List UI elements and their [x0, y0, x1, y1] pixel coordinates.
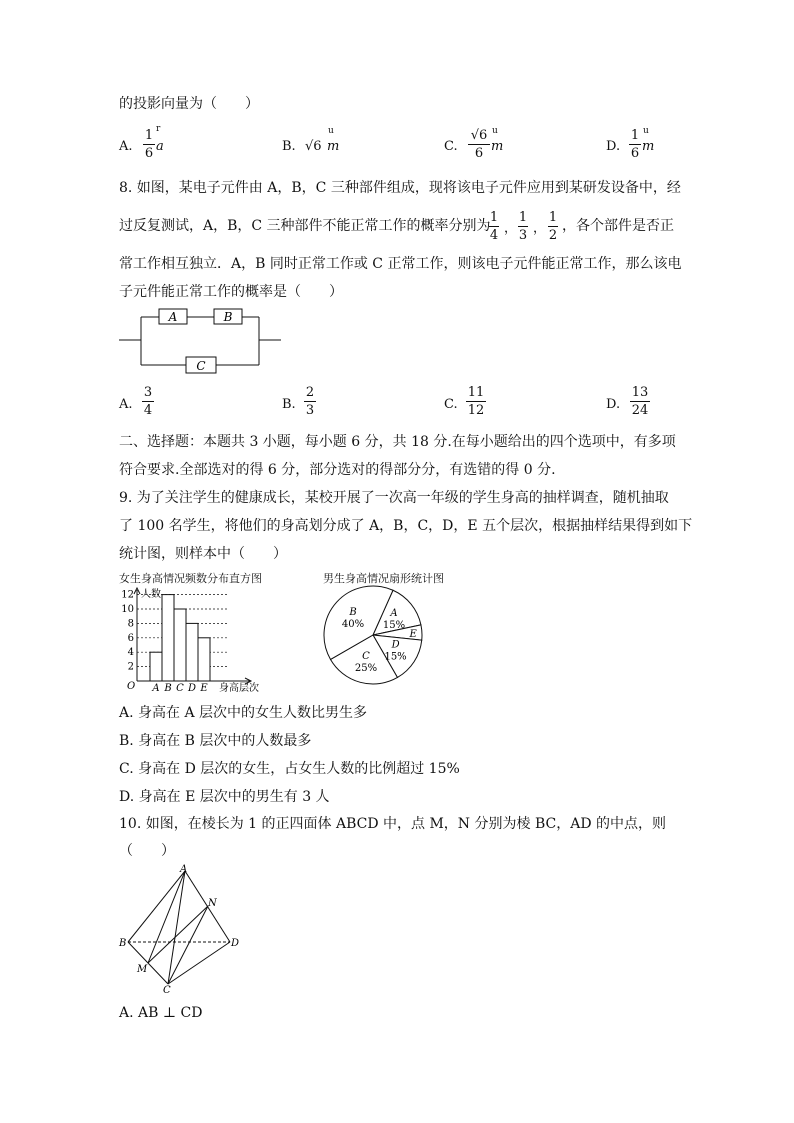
pie-percent: 25%: [354, 663, 378, 675]
q8-option-a-letter: A.: [119, 397, 133, 412]
y-tick-label: 12: [121, 589, 134, 601]
q9-line-1: 9. 为了关注学生的健康成长，某校开展了一次高一年级的学生身高的抽样调查，随机抽取: [119, 490, 669, 506]
q7-option-d-frac: 1 6: [630, 128, 640, 161]
q8-sep-1: ，: [504, 221, 518, 236]
section2-line-2: 符合要求.全部选对的得 6 分，部分选对的得部分分，有选错的得 0 分.: [119, 462, 556, 478]
circuit-label-c: C: [196, 359, 206, 373]
q7-option-b-letter: B.: [282, 139, 296, 154]
y-tick-label: 10: [121, 604, 134, 615]
q8-prob-b: 1 3: [518, 210, 528, 243]
point-label-n: N: [208, 898, 217, 909]
q9-option-b: B. 身高在 B 层次中的人数最多: [119, 733, 312, 749]
q8-option-b-letter: B.: [282, 397, 296, 412]
q8-line-2-pre: 过反复测试，A，B，C 三种部件不能正常工作的概率分别为: [119, 218, 491, 234]
histogram-xlabel: 身高层次: [219, 683, 259, 693]
q10-option-a: A. AB ⊥ CD: [119, 1005, 203, 1021]
q9-option-d: D. 身高在 E 层次中的男生有 3 人: [119, 789, 330, 805]
q8-line-2-post: ，各个部件是否正: [562, 218, 674, 234]
pie-percent: 40%: [341, 618, 365, 630]
pie-title: 男生身高情况扇形统计图: [323, 572, 444, 585]
circuit-label-b: B: [223, 310, 233, 324]
q8-option-d-frac: 13 24: [631, 385, 649, 418]
x-tick-label: C: [176, 683, 184, 693]
x-tick-label: A: [152, 683, 160, 693]
bar-D: [186, 623, 198, 681]
bar-C: [174, 609, 186, 681]
q8-option-a-frac: 3 4: [143, 385, 153, 418]
histogram-ylabel: 人数: [141, 589, 161, 600]
vertex-label-d: D: [231, 938, 240, 949]
y-tick-label: 8: [127, 618, 134, 630]
q7-option-d-vec: m: [642, 139, 655, 154]
q9-option-a: A. 身高在 A 层次中的女生人数比男生多: [119, 705, 368, 721]
vertex-label-c: C: [163, 985, 171, 994]
vector-arrow-icon: u: [328, 126, 334, 136]
vector-arrow-icon: u: [643, 126, 649, 136]
y-tick-label: 4: [127, 647, 134, 659]
q8-line-3: 常工作相互独立．A，B 同时正常工作或 C 正常工作，则该电子元件能正常工作，那么该电: [119, 256, 682, 272]
q7-option-c-frac: √6 6: [468, 128, 490, 161]
section2-line-1: 二、选择题：本题共 3 小题，每小题 6 分，共 18 分.在每小题给出的四个选项中，有多项: [119, 434, 676, 450]
circuit-label-a: A: [168, 310, 178, 324]
bar-E: [198, 638, 210, 681]
q8-line-4: 子元件能正常工作的概率是（ ）: [119, 284, 343, 300]
q9-option-c: C. 身高在 D 层次的女生，占女生人数的比例超过 15%: [119, 761, 460, 777]
pie-label: E: [409, 628, 417, 640]
q10-line-2: （ ）: [119, 843, 175, 859]
y-tick-label: 6: [127, 632, 134, 644]
q7-option-c-letter: C.: [444, 139, 458, 154]
vector-arrow-icon: r: [156, 124, 161, 134]
q8-prob-c: 1 2: [548, 210, 558, 243]
vertex-label-a: A: [180, 864, 188, 875]
q7-tail: 的投影向量为（ ）: [119, 96, 259, 112]
x-tick-label: E: [200, 683, 208, 693]
q8-sep-2: ，: [533, 221, 547, 236]
point-label-m: M: [137, 964, 148, 975]
bar-A: [150, 652, 162, 681]
q8-option-d-letter: D.: [606, 397, 621, 412]
vertex-label-b: B: [119, 938, 127, 949]
q7-option-a-vec: a: [156, 139, 164, 154]
histogram-chart: [115, 585, 275, 693]
q7-option-a-frac: 1 6: [144, 128, 154, 161]
q8-option-b-frac: 2 3: [305, 385, 315, 418]
q9-line-3: 统计图，则样本中（ ）: [119, 546, 287, 562]
histogram-origin: O: [127, 681, 136, 692]
circuit-diagram: [119, 306, 284, 376]
q8-option-c-letter: C.: [444, 397, 458, 412]
q8-line-1: 8. 如图，某电子元件由 A，B，C 三种部件组成，现将该电子元件应用到某研发设备中，经: [119, 180, 681, 196]
y-tick-label: 2: [127, 661, 134, 673]
pie-percent: 15%: [384, 651, 407, 663]
pie-label: D: [391, 639, 400, 651]
q7-option-c-vec: m: [491, 139, 504, 154]
tetrahedron-figure: [118, 864, 248, 994]
q8-option-c-frac: 11 12: [467, 385, 485, 418]
pie-percent: 15%: [382, 620, 406, 632]
q7-option-b-expr: √6: [305, 139, 322, 154]
q9-line-2: 了 100 名学生，将他们的身高划分成了 A，B，C，D，E 五个层次，根据抽样结果得到如下: [119, 518, 693, 534]
pie-label: C: [362, 651, 370, 663]
bar-B: [162, 595, 174, 681]
x-tick-label: D: [187, 683, 197, 693]
q8-prob-a: 1 4: [489, 210, 499, 243]
x-tick-label: B: [164, 683, 172, 693]
pie-chart: [318, 584, 430, 688]
pie-label: B: [349, 606, 357, 618]
pie-label: A: [390, 608, 398, 620]
q10-line-1: 10. 如图，在棱长为 1 的正四面体 ABCD 中，点 M，N 分别为棱 BC，AD 的中点，则: [119, 816, 666, 832]
q7-option-d-letter: D.: [606, 139, 621, 154]
vector-arrow-icon: u: [492, 126, 498, 136]
histogram-title: 女生身高情况频数分布直方图: [119, 572, 262, 585]
q7-option-a-letter: A.: [119, 139, 133, 154]
q7-option-b-vec: m: [327, 139, 340, 154]
